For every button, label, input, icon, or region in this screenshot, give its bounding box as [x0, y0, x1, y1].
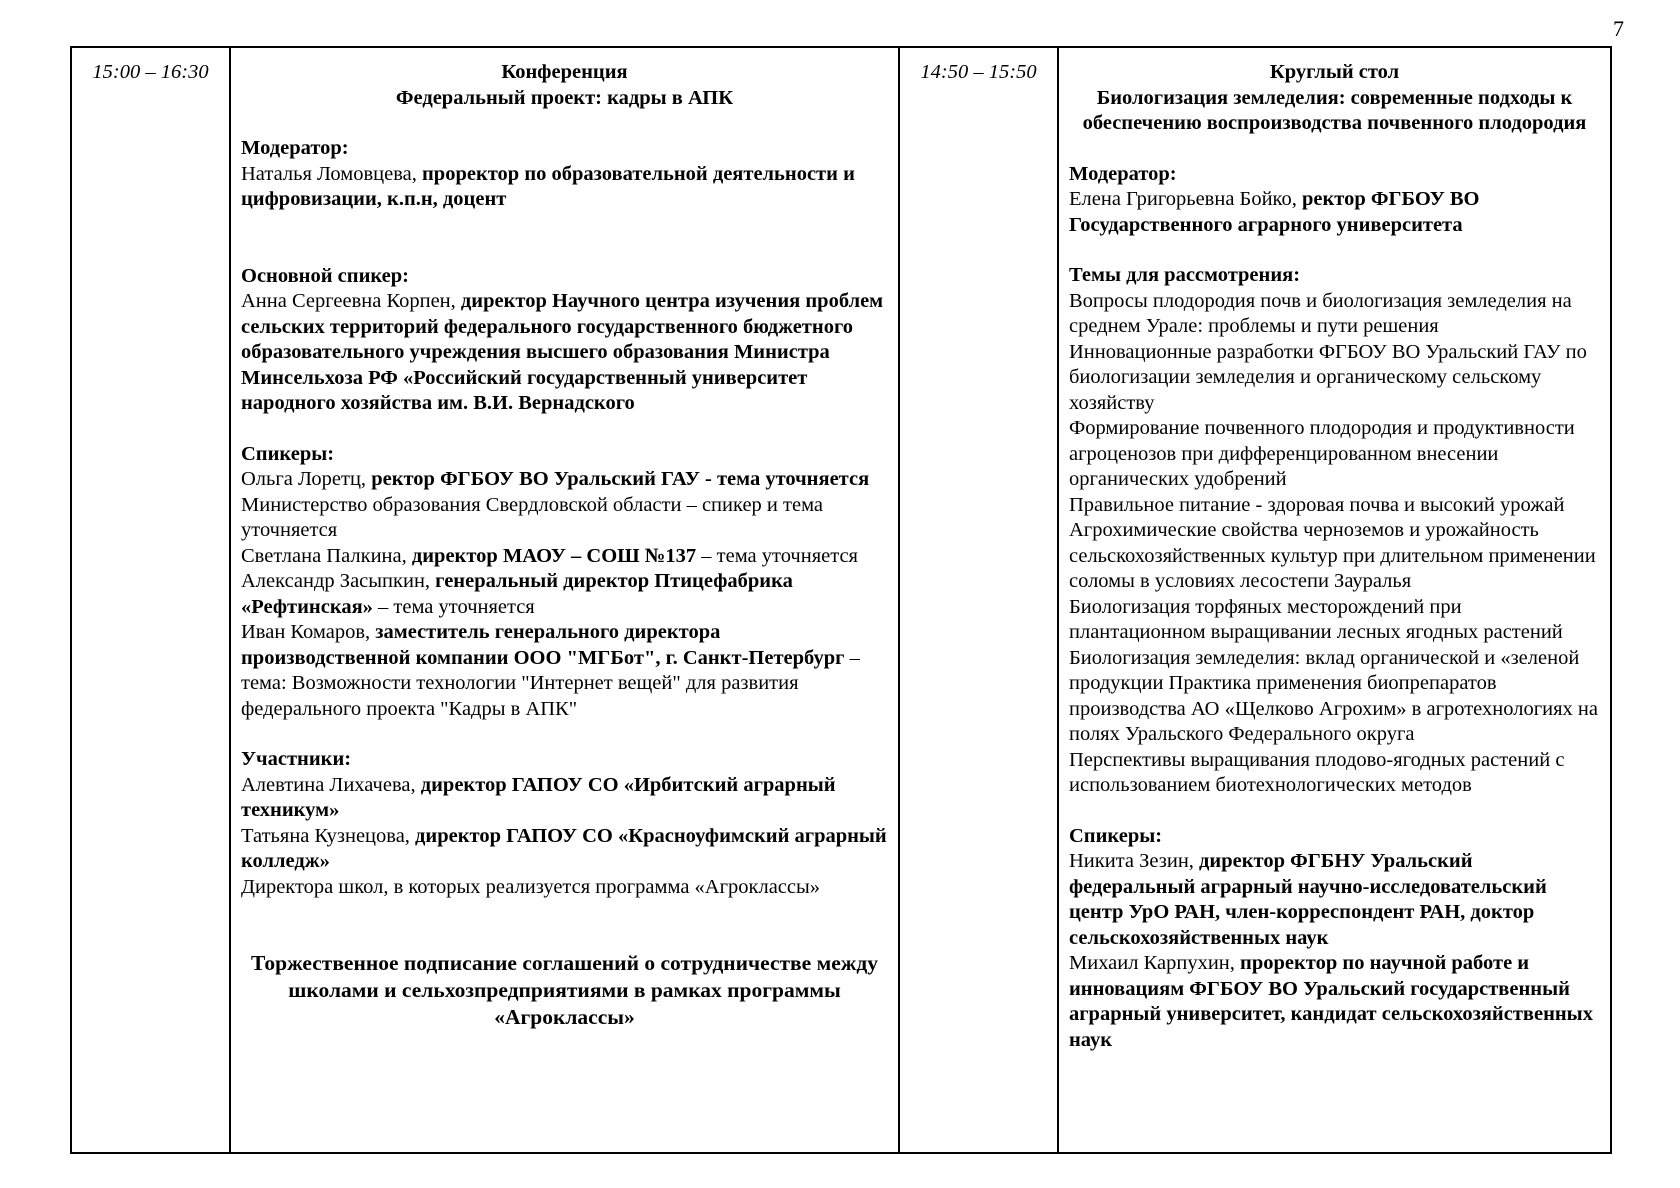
topic-item: Правильное питание - здоровая почва и высокий урожай [1069, 493, 1565, 516]
left-moderator-name: Наталья Ломовцева, [241, 162, 417, 185]
left-time-cell [71, 47, 230, 1153]
speaker-name: Иван Комаров, [241, 621, 371, 643]
right-session-title: Биологизация земледелия: современные подходы к обеспечению воспроизводства почвенного плодородия [1082, 86, 1587, 134]
left-main-speaker-role: директор Научного центра изучения проблем сельских территорий федерального государственного бюджетного образовательного учреждения высшего образования Министра Минсельхоза РФ «Российский государственный университет народного хозяйства им. В.И. Вернадского [241, 290, 884, 414]
speaker-name: Михаил Карпухин, [1069, 952, 1235, 974]
right-session-type: Круглый стол [1269, 61, 1400, 83]
left-speaker-item [241, 544, 888, 570]
left-participants-heading: Участники: [241, 748, 352, 770]
left-main-speaker [241, 289, 888, 417]
participant-name: Алевтина Лихачева, [241, 773, 416, 796]
speaker-topic: – тема уточняется [701, 544, 858, 567]
participant-name: Татьяна Кузнецова, [241, 824, 410, 847]
right-time-cell [899, 47, 1058, 1153]
topic-item: Биологизация торфяных месторождений при плантационном выращивании лесных ягодных растений [1069, 595, 1563, 643]
right-speakers-heading: Спикеры: [1069, 824, 1163, 847]
topic-item: Агрохимические свойства черноземов и урожайность сельскохозяйственных культур при длительном применении соломы в условиях лесостепи Зауралья [1069, 519, 1596, 592]
left-session-title: Федеральный проект: кадры в АПК [395, 86, 734, 109]
participant-role: директор ГАПОУ СО «Ирбитский аграрный техникум» [241, 773, 836, 821]
right-speaker-item [1069, 951, 1600, 1053]
topic-item: Перспективы выращивания плодово-ягодных растений с использованием биотехнологических методов [1069, 748, 1565, 796]
right-topics-heading: Темы для рассмотрения: [1069, 264, 1301, 286]
left-moderator-role: проректор по образовательной деятельности и цифровизации, к.п.н, доцент [241, 162, 855, 210]
speaker-role: директор МАОУ – СОШ №137 [411, 544, 697, 567]
topic-item: Инновационные разработки ФГБОУ ВО Уральский ГАУ по биологизации земледелия и органическому сельскому хозяйству [1069, 340, 1587, 414]
speaker-name: Министерство образования Свердловской области – спикер и тема уточняется [241, 493, 823, 541]
schedule-table [70, 46, 1612, 1154]
right-moderator-name: Елена Григорьевна Бойко, [1069, 188, 1297, 210]
topic-item: Формирование почвенного плодородия и продуктивности агроценозов при дифференцированном внесении органических удобрений [1069, 417, 1575, 490]
speaker-name: Ольга Лоретц, [241, 468, 367, 490]
speaker-role: генеральный директор Птицефабрика «Рефтинская» [241, 570, 793, 618]
left-speaker-item [241, 467, 888, 493]
left-session-type: Конференция [501, 61, 628, 83]
left-speaker-item [241, 620, 888, 722]
participant-name: Директора школ, в которых реализуется программа «Агроклассы» [241, 875, 821, 898]
speaker-role: ректор ФГБОУ ВО Уральский ГАУ - тема уточняется [371, 468, 870, 490]
left-main-speaker-heading: Основной спикер: [241, 264, 410, 287]
speaker-role: директор ФГБНУ Уральский федеральный аграрный научно-исследовательский центр УрО РАН, член-корреспондент РАН, доктор сельскохозяйственных наук [1069, 850, 1547, 949]
left-moderator-heading: Модератор: [241, 137, 349, 159]
speaker-role: проректор по научной работе и инновациям ФГБОУ ВО Уральский государственный аграрный университет, кандидат сельскохозяйственных наук [1069, 952, 1593, 1051]
left-speaker-item [241, 493, 888, 544]
right-time: 14:50 – 15:50 [920, 61, 1037, 83]
schedule-row [71, 47, 1611, 1153]
right-moderator-heading: Модератор: [1069, 162, 1177, 185]
speaker-role: заместитель генерального директора производственной компании ООО "МГБот", г. Санкт-Петербург [241, 621, 845, 669]
left-speaker-item [241, 569, 888, 620]
left-ceremony-text: Торжественное подписание соглашений о сотрудничестве между школами и сельхозпредприятиями в рамках программы «Агроклассы» [251, 951, 878, 1029]
left-participant-item [241, 773, 888, 824]
speaker-name: Светлана Палкина, [241, 544, 407, 567]
speaker-topic: – тема уточняется [378, 595, 535, 618]
left-main-speaker-name: Анна Сергеевна Корпен, [241, 290, 456, 312]
speaker-topic: – тема: Возможности технологии "Интернет вещей" для развития федерального проекта "Кадры в АПК" [241, 646, 860, 720]
topic-item: Вопросы плодородия почв и биологизация земледелия на среднем Урале: проблемы и пути решения [1069, 289, 1572, 337]
page-number: 7 [1613, 16, 1624, 41]
right-speaker-item [1069, 849, 1600, 951]
left-participant-item [241, 824, 888, 875]
right-moderator [1069, 187, 1600, 238]
speaker-name: Никита Зезин, [1069, 850, 1194, 872]
right-moderator-role: ректор ФГБОУ ВО Государственного аграрного университета [1069, 188, 1480, 236]
participant-role: директор ГАПОУ СО «Красноуфимский аграрный колледж» [241, 824, 887, 872]
left-moderator [241, 162, 888, 213]
topic-item: Биологизация земледелия: вклад органической и «зеленой продукции Практика применения биопрепаратов производства АО «Щелково Агрохим» в агротехнологиях на полях Уральского Федерального округа [1069, 646, 1598, 745]
left-time: 15:00 – 16:30 [92, 61, 209, 83]
right-session-cell [1058, 47, 1611, 1153]
left-session-cell [230, 47, 899, 1153]
left-participant-item [241, 875, 888, 901]
left-speakers-heading: Спикеры: [241, 442, 335, 465]
speaker-name: Александр Засыпкин, [241, 570, 431, 592]
